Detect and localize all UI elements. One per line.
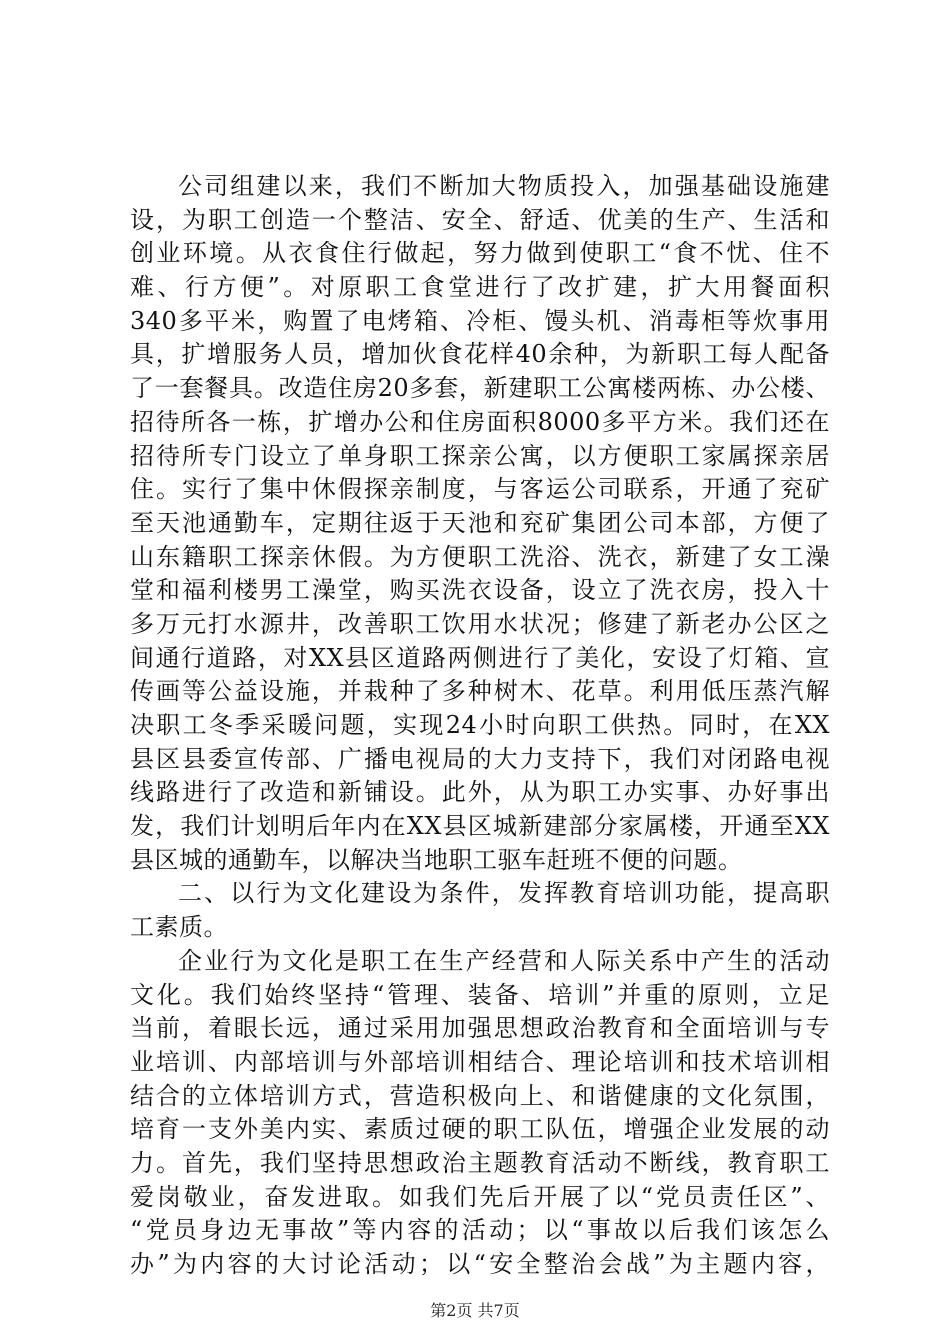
text-line: 传画等公益设施，并栽种了多种树木、花草。利用低压蒸汽解 bbox=[130, 677, 830, 706]
text-line: 招待所专门设立了单身职工探亲公寓，以方便职工家属探亲居 bbox=[130, 441, 830, 470]
text-line: 线路进行了改造和新铺设。此外，从为职工办实事、办好事出 bbox=[130, 778, 830, 807]
text-line: 办”为内容的大讨论活动；以“安全整治会战”为主题内容， bbox=[130, 1250, 830, 1278]
text-line: 住。实行了集中休假探亲制度，与客运公司联系，开通了兖矿 bbox=[130, 475, 830, 504]
text-line: 企业行为文化是职工在生产经营和人际关系中产生的活动 bbox=[178, 946, 830, 975]
text-line: 难、行方便”。对原职工食堂进行了改扩建，扩大用餐面积 bbox=[130, 273, 830, 302]
text-line: 培育一支外美内实、素质过硬的职工队伍，增强企业发展的动 bbox=[130, 1115, 830, 1144]
text-line: 340多平米，购置了电烤箱、冷柜、馒头机、消毒柜等炊事用 bbox=[130, 306, 830, 335]
text-line: 文化。我们始终坚持“管理、装备、培训”并重的原则，立足 bbox=[130, 980, 830, 1009]
text-line: 设，为职工创造一个整洁、安全、舒适、优美的生产、生活和 bbox=[130, 205, 830, 234]
text-line: 爱岗敬业，奋发进取。如我们先后开展了以“党员责任区”、 bbox=[130, 1182, 830, 1211]
text-line: 至天池通勤车，定期往返于天池和兖矿集团公司本部，方便了 bbox=[130, 508, 830, 537]
text-line: 当前，着眼长远，通过采用加强思想政治教育和全面培训与专 bbox=[130, 1014, 830, 1043]
text-line: 招待所各一栋，扩增办公和住房面积8000多平方米。我们还在 bbox=[130, 407, 830, 436]
text-line: 县区城的通勤车，以解决当地职工驱车赶班不便的问题。 bbox=[130, 845, 743, 874]
text-line: 山东籍职工探亲休假。为方便职工洗浴、洗衣，新建了女工澡 bbox=[130, 542, 830, 571]
text-line: “党员身边无事故”等内容的活动；以“事故以后我们该怎么 bbox=[130, 1216, 830, 1245]
text-line: 堂和福利楼男工澡堂，购买洗衣设备，设立了洗衣房，投入十 bbox=[130, 576, 830, 605]
text-line: 创业环境。从衣食住行做起，努力做到使职工“食不忧、住不 bbox=[130, 239, 830, 268]
text-line: 公司组建以来，我们不断加大物质投入，加强基础设施建 bbox=[178, 172, 830, 200]
text-line: 县区县委宣传部、广播电视局的大力支持下，我们对闭路电视 bbox=[130, 744, 830, 773]
document-body bbox=[130, 170, 830, 1282]
text-line: 多万元打水源井，改善职工饮用水状况；修建了新老办公区之 bbox=[130, 609, 830, 638]
page-footer: 第2页 共7页 bbox=[430, 1301, 520, 1320]
text-line: 业培训、内部培训与外部培训相结合、理论培训和技术培训相 bbox=[130, 1047, 830, 1076]
text-line: 二、以行为文化建设为条件，发挥教育培训功能，提高职 bbox=[178, 879, 830, 908]
text-line: 结合的立体培训方式，营造积极向上、和谐健康的文化氛围， bbox=[130, 1081, 830, 1110]
text-line: 了一套餐具。改造住房20多套，新建职工公寓楼两栋、办公楼、 bbox=[130, 374, 830, 403]
text-line: 工素质。 bbox=[130, 913, 228, 942]
text-line: 力。首先，我们坚持思想政治主题教育活动不断线，教育职工 bbox=[130, 1148, 830, 1177]
text-line: 具，扩增服务人员，增加伙食花样40余种，为新职工每人配备 bbox=[130, 340, 830, 369]
text-line: 间通行道路，对XX县区道路两侧进行了美化，安设了灯箱、宣 bbox=[130, 643, 830, 672]
text-line: 决职工冬季采暖问题，实现24小时向职工供热。同时，在XX bbox=[130, 711, 830, 739]
text-line: 发，我们计划明后年内在XX县区城新建部分家属楼，开通至XX bbox=[130, 812, 830, 841]
